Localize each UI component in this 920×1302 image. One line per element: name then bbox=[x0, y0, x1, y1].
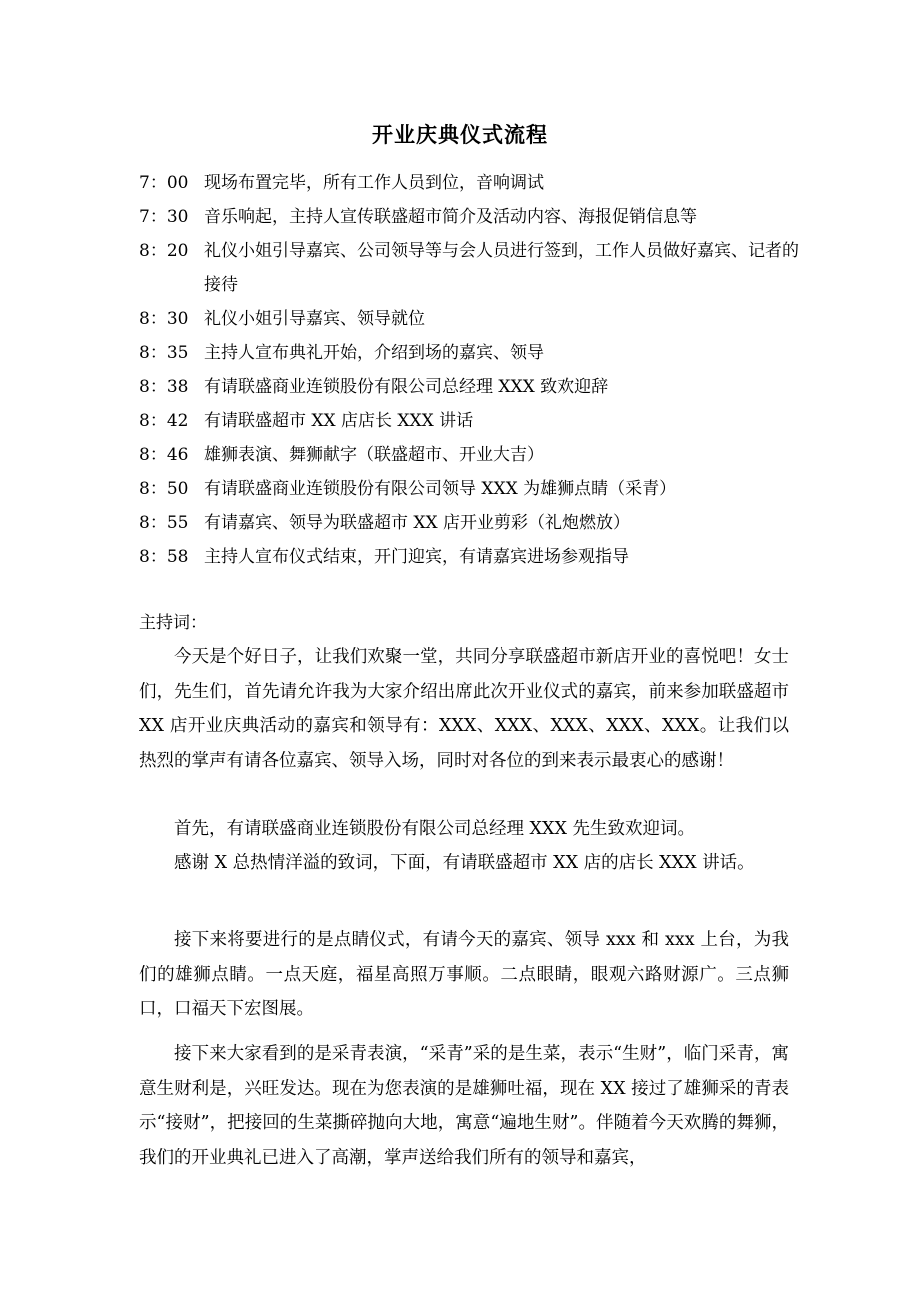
schedule-desc: 有请联盛商业连锁股份有限公司领导 XXX 为雄狮点睛（采青） bbox=[204, 479, 677, 499]
schedule-row bbox=[139, 506, 819, 540]
schedule-desc: 雄狮表演、舞狮献字（联盛超市、开业大吉） bbox=[204, 445, 544, 465]
schedule-time: 8：20 bbox=[139, 241, 189, 261]
schedule-row bbox=[139, 200, 819, 234]
schedule-time: 8：46 bbox=[139, 445, 189, 465]
schedule-time: 8：35 bbox=[139, 343, 189, 363]
schedule-desc: 现场布置完毕，所有工作人员到位，音响调试 bbox=[204, 173, 544, 193]
schedule-desc: 有请联盛商业连锁股份有限公司总经理 XXX 致欢迎辞 bbox=[204, 377, 609, 397]
schedule-time: 8：55 bbox=[139, 513, 189, 533]
schedule-row bbox=[139, 370, 819, 404]
picking-green-paragraph: 接下来大家看到的是采青表演，“采青”采的是生菜，表示“生财”，临门采青，寓意生财利是，兴旺发达。现在为您表演的是雄狮吐福，现在 XX 接过了雄狮采的青表示“接财”，把接回的生菜撕碎抛向大地，寓意“遍地生财”。伴随着今天欢腾的舞狮，我们的开业典礼已进入了高潮，掌声送给我们所有的领导和嘉宾， bbox=[139, 1044, 789, 1168]
schedule-row bbox=[139, 234, 819, 302]
schedule-time: 7：00 bbox=[139, 173, 189, 193]
schedule-time: 8：30 bbox=[139, 309, 189, 329]
host-first-paragraph: 首先，有请联盛商业连锁股份有限公司总经理 XXX 先生致欢迎词。 bbox=[174, 819, 695, 839]
document-title: 开业庆典仪式流程 bbox=[372, 122, 548, 147]
schedule-row bbox=[139, 404, 819, 438]
schedule-list bbox=[139, 166, 819, 574]
schedule-desc: 礼仪小姐引导嘉宾、领导就位 bbox=[204, 309, 425, 329]
schedule-row bbox=[139, 540, 819, 574]
schedule-row bbox=[139, 302, 819, 336]
schedule-time: 8：42 bbox=[139, 411, 189, 431]
schedule-desc: 音乐响起，主持人宣传联盛超市简介及活动内容、海报促销信息等 bbox=[204, 207, 697, 227]
schedule-time: 8：58 bbox=[139, 547, 189, 567]
host-intro-paragraph: 今天是个好日子，让我们欢聚一堂，共同分享联盛超市新店开业的喜悦吧！女士们，先生们，首先请允许我为大家介绍出席此次开业仪式的嘉宾，前来参加联盛超市 XX 店开业庆典活动的嘉宾和领导有：XXX、XXX、XXX、XXX、XXX。让我们以热烈的掌声有请各位嘉宾、领导入场，同时对各位的到来表示最衷心的感谢！ bbox=[139, 647, 789, 771]
schedule-desc: 有请联盛超市 XX 店店长 XXX 讲话 bbox=[204, 411, 474, 431]
schedule-desc: 主持人宣布典礼开始，介绍到场的嘉宾、领导 bbox=[204, 343, 544, 363]
schedule-desc: 主持人宣布仪式结束，开门迎宾，有请嘉宾进场参观指导 bbox=[204, 547, 629, 567]
schedule-time: 8：38 bbox=[139, 377, 189, 397]
schedule-row bbox=[139, 166, 819, 200]
schedule-desc: 有请嘉宾、领导为联盛超市 XX 店开业剪彩（礼炮燃放） bbox=[204, 513, 631, 533]
schedule-row bbox=[139, 438, 819, 472]
host-thanks-paragraph: 感谢 X 总热情洋溢的致词，下面，有请联盛超市 XX 店的店长 XXX 讲话。 bbox=[174, 853, 755, 873]
schedule-row bbox=[139, 336, 819, 370]
schedule-desc: 礼仪小姐引导嘉宾、公司领导等与会人员进行签到，工作人员做好嘉宾、记者的接待 bbox=[204, 241, 799, 295]
schedule-time: 8：50 bbox=[139, 479, 189, 499]
host-script-label: 主持词： bbox=[139, 613, 207, 633]
schedule-row bbox=[139, 472, 819, 506]
eye-dotting-paragraph: 接下来将要进行的是点睛仪式，有请今天的嘉宾、领导 xxx 和 xxx 上台，为我们的雄狮点睛。一点天庭，福星高照万事顺。二点眼睛，眼观六路财源广。三点狮口，口福天下宏图展。 bbox=[139, 930, 789, 1019]
schedule-time: 7：30 bbox=[139, 207, 189, 227]
